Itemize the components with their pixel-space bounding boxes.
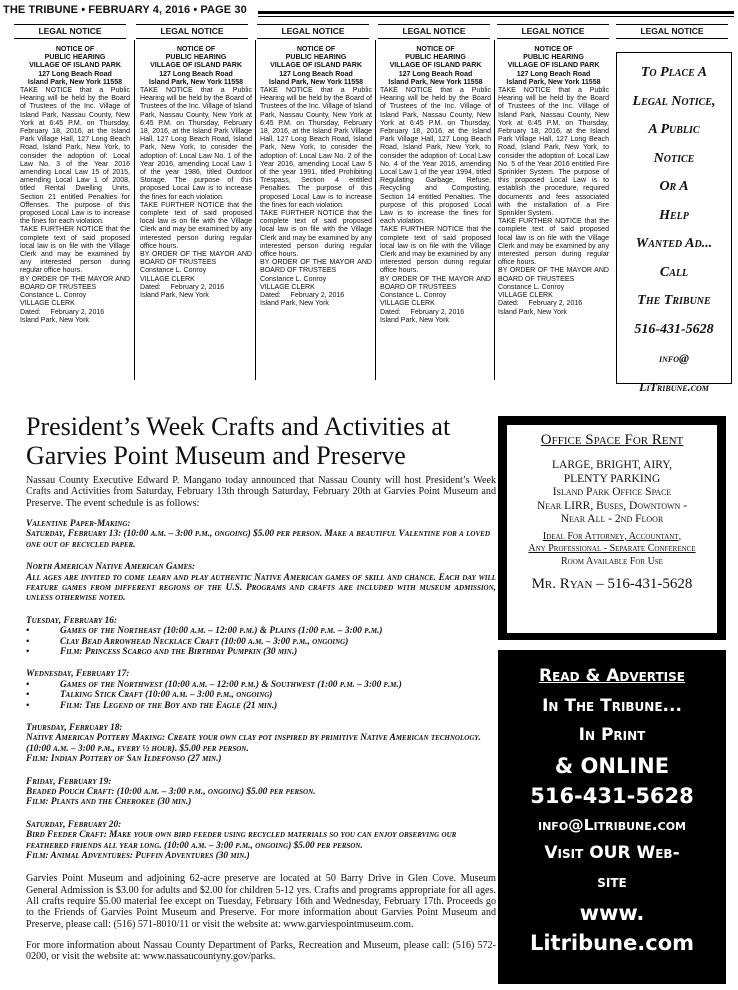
- notice-title-line: VILLAGE OF ISLAND PARK: [507, 62, 600, 70]
- legal-notice-label: LEGAL NOTICE: [136, 24, 248, 39]
- notice-clerk-name: Constance L. Conroy: [380, 292, 447, 300]
- office-space-ad: [498, 416, 726, 640]
- notice-further: TAKE FURTHER NOTICE that the complete text of said proposed local law is on file with the Village Clerk and may be examined by any interested person during regular office hours.: [20, 226, 130, 275]
- story-body: [26, 475, 496, 963]
- legal-notice-label: LEGAL NOTICE: [14, 24, 126, 39]
- tuesday-item: [26, 647, 496, 657]
- notice-title-line: NOTICE OF: [176, 46, 216, 53]
- notice-title-line: NOTICE OF: [296, 46, 336, 53]
- office-ad-line: Island Park Office Space: [552, 486, 672, 498]
- notice-body: TAKE NOTICE that a Public Hearing will be held by the Board of Trustees of the Inc. Village of Island Park, Nassau County, New York at 6:45 P.M. on Thursday, February 18, 2016, at the Island Park Village Hall, 127 Long Beach Road, Island Park, New York, to consider the adoption of: Local Law No. 4 of the Year 2016, amending Local Law 1 of the year 1994, titled Regulating Garbage, Refuse, Recycling and Composting, Section 14 entitled Penalties. The purpose of this proposed Local Law is to increase the fines for each violation.: [380, 87, 491, 226]
- story-headline: President’s Week Crafts and Activities at Garvies Point Museum and Preserve: [26, 412, 451, 470]
- tuesday-item: [26, 637, 496, 647]
- friday-heading: Friday, February 19:: [26, 776, 112, 787]
- thursday-film: Film: Indian Pottery of San Ildefonso (27 min.): [26, 754, 222, 765]
- notice-clerk-name: Constance L. Conroy: [20, 292, 87, 300]
- notice-title-line: VILLAGE OF ISLAND PARK: [29, 62, 121, 70]
- bullet-icon: •: [26, 626, 30, 637]
- header-rule-thin: [258, 16, 734, 17]
- read-ad-visit: site: [597, 872, 627, 892]
- office-ad-line: LARGE, BRIGHT, AIRY,: [551, 459, 672, 471]
- office-ad-line: Ideal For Attorney, Accountant,: [542, 530, 682, 542]
- read-ad-email: info@Litribune.com: [538, 815, 686, 834]
- bullet-icon: •: [26, 646, 30, 657]
- read-advertise-ad: [498, 650, 726, 984]
- notice-title-line: VILLAGE OF ISLAND PARK: [270, 62, 362, 70]
- notice-body: TAKE NOTICE that a Public Hearing will be held by the Board of Trustees of the Inc. Village of Island Park, Nassau County, New York at 6:45 P.M. on Thursday, February 18, 2016, at the Island Park Village Hall, 127 Long Beach Road, Island Park, New York, to consider the adoption of: Local Law No. 1 of the Year 2016, amending Local Law 1 of the year 1986, titled Outdoor Storage. The purpose of this proposed Local Law is to increase the fines for each violation.: [140, 87, 252, 201]
- notice-clerk-role: VILLAGE CLERK: [20, 300, 75, 308]
- read-ad-website: Litribune.com: [529, 930, 695, 955]
- notice-order: BY ORDER OF THE MAYOR AND BOARD OF TRUSTEES: [260, 259, 372, 275]
- notice-order: BY ORDER OF THE MAYOR AND BOARD OF TRUSTEES: [20, 275, 130, 291]
- notice-place: Island Park, New York: [20, 316, 89, 324]
- legal-notice-5: [498, 46, 609, 317]
- valentine-heading: Valentine Paper-Making:: [26, 518, 131, 529]
- header-rule: [258, 11, 734, 14]
- saturday-film: Film: Animal Adventures: Puffin Adventures (30 min.): [26, 851, 250, 862]
- read-ad-visit: Visit OUR Web-: [544, 842, 680, 863]
- notice-clerk-role: VILLAGE CLERK: [140, 275, 195, 283]
- notice-title-line: NOTICE OF: [534, 46, 573, 53]
- wednesday-item: [26, 701, 496, 711]
- notice-place: Island Park, New York: [498, 308, 567, 316]
- notice-title-line: PUBLIC HEARING: [523, 54, 584, 62]
- wednesday-item-text: Talking Stick Craft (10:00 a.m. – 3:00 p.m., ongoing): [60, 690, 273, 701]
- notice-title-line: Island Park, New York 11558: [388, 78, 483, 86]
- notice-title-line: 127 Long Beach Road: [279, 70, 353, 78]
- column-divider: [494, 40, 495, 380]
- notice-title-line: NOTICE OF: [416, 46, 455, 53]
- friday-film: Film: Plants and the Cherokee (30 min.): [26, 797, 192, 808]
- notice-further: TAKE FURTHER NOTICE that the complete text of said proposed local law is on file with the Village Clerk and may be examined by any interested person during regular office hours.: [380, 226, 491, 275]
- notice-date: Dated: February 2, 2016: [260, 292, 345, 300]
- promo-website: LiTribune.com: [639, 379, 709, 394]
- notice-date: Dated: February 2, 2016: [498, 300, 583, 308]
- notice-order: BY ORDER OF THE MAYOR AND BOARD OF TRUSTEES: [140, 251, 252, 267]
- legal-notice-label: LEGAL NOTICE: [257, 24, 369, 39]
- notice-place: Island Park, New York: [140, 292, 209, 300]
- saturday-details: Bird Feeder Craft: Make your own bird feeder using recycled materials so you can enjoy observing our feathered friends all year long. (10:00 a.m. – 3:00 p.m., ongoing) $5.00 per person.: [26, 830, 457, 851]
- notice-title-line: PUBLIC HEARING: [44, 54, 106, 62]
- wednesday-item-text: Games of the Northwest (10:00 a.m. – 12:00 p.m.) & Southwest (1:00 p.m. – 3:00 p.m.): [60, 679, 402, 690]
- tuesday-item: [26, 626, 496, 636]
- office-ad-line: Near All - 2nd Floor: [560, 513, 664, 525]
- tuesday-item-text: Games of the Northeast (10:00 a.m. – 12:00 p.m.) & Plains (1:00 p.m. – 3:00 p.m.): [60, 626, 383, 637]
- notice-title-line: PUBLIC HEARING: [285, 54, 347, 62]
- notice-clerk-role: VILLAGE CLERK: [380, 300, 435, 308]
- bullet-icon: •: [26, 690, 30, 701]
- wednesday-item: [26, 680, 496, 690]
- notice-title-line: 127 Long Beach Road: [516, 70, 591, 78]
- notice-title-line: Island Park, New York 11558: [506, 78, 601, 86]
- notice-title-line: PUBLIC HEARING: [405, 54, 466, 62]
- read-ad-line: In The Tribune...: [542, 695, 682, 716]
- notice-title-line: Island Park, New York 11558: [268, 78, 364, 86]
- promo-email: info@: [659, 351, 689, 365]
- office-ad-line: Near LIRR, Buses, Downtown -: [536, 499, 688, 512]
- notice-title-line: 127 Long Beach Road: [398, 70, 473, 78]
- notice-date: Dated: February 2, 2016: [20, 308, 105, 316]
- read-ad-line: Read & Advertise: [539, 666, 685, 686]
- bullet-icon: •: [26, 636, 30, 647]
- notice-title-line: 127 Long Beach Road: [38, 70, 112, 78]
- thursday-heading: Thursday, February 18:: [26, 722, 123, 733]
- notice-title-line: NOTICE OF: [55, 46, 95, 53]
- office-ad-line: Any Professional - Separate Conference: [528, 543, 696, 554]
- notice-further: TAKE FURTHER NOTICE that the complete text of said proposed local law is on file with the Village Clerk and may be examined by any interested person during regular office hours.: [260, 210, 372, 259]
- notice-body: TAKE NOTICE that a Public Hearing will be held by the Board of Trustees of the Inc. Village of Island Park, Nassau County, New York at 6:45 P.M. on Thursday, February 18, 2016, at the Island Park Village Hall, 127 Long Beach Road, Island Park, New York, to consider the adoption of: Local Law No. 5 of the Year 2016 entitled Fire Sprinkler System. The purpose of this proposed Local Law is to establish the procedure, required documents and fees associated with the installation of a Fire Sprinkler System.: [498, 87, 609, 218]
- notice-clerk-role: VILLAGE CLERK: [498, 292, 553, 300]
- promo-phone: 516-431-5628: [634, 321, 714, 337]
- read-ad-phone: 516-431-5628: [530, 783, 694, 808]
- notice-title-line: VILLAGE OF ISLAND PARK: [389, 62, 482, 70]
- notice-clerk-name: Constance L. Conroy: [140, 267, 207, 275]
- notice-title-line: PUBLIC HEARING: [165, 54, 227, 62]
- office-ad-title: Office Space For Rent: [540, 432, 684, 448]
- promo-line: The Tribune: [637, 293, 711, 308]
- legal-notice-2: [140, 46, 252, 300]
- legal-notice-1: [20, 46, 130, 325]
- office-space-ad-panel: [506, 424, 718, 634]
- notice-title-line: VILLAGE OF ISLAND PARK: [150, 62, 242, 70]
- office-ad-line: Room Available For Use: [561, 555, 663, 567]
- valentine-details: Saturday, February 13: (10:00 a.m. – 3:00 p.m., ongoing) $5.00 per person. Make a beautiful Valentine for a loved one out of recycled paper.: [26, 529, 490, 550]
- notice-body: TAKE NOTICE that a Public Hearing will be held by the Board of Trustees of the Inc. Village of Island Park, Nassau County, New York at 6:45 P.M. on Thursday, February 18, 2016, at the Island Park Village Hall, 127 Long Beach Road, Island Park, New York, to consider the adoption of: Local Law No. 3 of the Year 2016 amending Local Law 15 of 2015, amending Local Law 1 of 2008, titled Rental Dwelling Units, Section 21 entitled Penalties for Offenses. The purpose of this proposed Local Law is to increase the fines for each violation.: [20, 87, 130, 226]
- legal-notice-4: [380, 46, 491, 325]
- notice-place: Island Park, New York: [380, 316, 449, 324]
- legal-notice-label: LEGAL NOTICE: [497, 24, 609, 39]
- wednesday-item-text: Film: The Legend of the Boy and the Eagle (21 min.): [60, 700, 278, 711]
- notice-order: BY ORDER OF THE MAYOR AND BOARD OF TRUSTEES: [380, 275, 491, 291]
- promo-line: Wanted Ad...: [635, 236, 713, 251]
- tuesday-item-text: Film: Princess Scargo and the Birthday Pumpkin (30 min.): [60, 646, 298, 657]
- na-games-heading: North American Native American Games:: [26, 562, 196, 573]
- promo-line: A Public: [648, 122, 700, 137]
- notice-order: BY ORDER OF THE MAYOR AND BOARD OF TRUSTEES: [498, 267, 609, 283]
- saturday-heading: Saturday, February 20:: [26, 819, 122, 830]
- promo-line: Or A: [659, 179, 689, 194]
- bullet-icon: •: [26, 679, 30, 690]
- read-ad-line: & ONLINE: [554, 753, 670, 778]
- legal-notice-3: [260, 46, 372, 309]
- story-intro: Nassau County Executive Edward P. Mangano today announced that Nassau County will host President’s Week Crafts and Activities from Saturday, February 13th through Saturday, February 20th at Garvies Point Museum and Preserve. The event schedule is as follows:: [26, 475, 496, 509]
- wednesday-heading: Wednesday, February 17:: [26, 669, 130, 680]
- promo-line: Help: [659, 207, 689, 223]
- tuesday-heading: Tuesday, February 16:: [26, 615, 118, 626]
- notice-date: Dated: February 2, 2016: [140, 283, 225, 291]
- notice-further: TAKE FURTHER NOTICE that the complete text of said proposed local law is on file with the Village Clerk and may be examined by any interested person during regular office hours.: [498, 218, 609, 267]
- column-divider: [375, 40, 376, 380]
- promo-line: Notice: [653, 150, 695, 166]
- notice-further: TAKE FURTHER NOTICE that the complete text of said proposed local law is on file with the Village Clerk and may be examined by any interested person during regular office hours.: [140, 201, 252, 250]
- na-games-details: All ages are invited to come learn and play authentic Native American games of skill and chance. Each day will feature games from different regions of the U.S. Programs and crafts are included with museum admission, unless otherwise noted.: [26, 572, 496, 604]
- bullet-icon: •: [26, 700, 30, 711]
- promo-line: To Place A: [640, 65, 708, 80]
- notice-title-line: 127 Long Beach Road: [159, 70, 233, 78]
- office-ad-line: PLENTY PARKING: [563, 472, 661, 485]
- promo-line: Legal Notice,: [632, 93, 716, 109]
- place-legal-notice-ad: [616, 52, 732, 394]
- friday-details: Beaded Pouch Craft: (10:00 a.m. – 3:00 p.m., ongoing) $5.00 per person.: [26, 787, 316, 798]
- tuesday-item-text: Clay Bead Arrowhead Necklace Craft (10:00 a.m. – 3:00 p.m., ongoing): [60, 636, 349, 647]
- notice-body: TAKE NOTICE that a Public Hearing will be held by the Board of Trustees of the Inc. Village of Island Park, Nassau County, New York at 6:45 P.M. on Thursday, February 18, 2016, at the Island Park Village Hall, 127 Long Beach Road, Island Park, New York, to consider the adoption of: Local Law No. 2 of the Year 2016, amending Local Law 5 of the year 1991, titled Prohibiting Trespass, Section 4 entitled Penalties. The purpose of this proposed Local Law is to increase the fines for each violation.: [260, 87, 372, 209]
- legal-notice-label: LEGAL NOTICE: [616, 24, 728, 39]
- promo-line: Call: [659, 264, 689, 280]
- read-ad-line: In Print: [578, 725, 646, 745]
- story-closing-parks: For more information about Nassau County Department of Parks, Recreation and Museum, please call: (516) 572-0200, or visit the website at: www.nassaucountyny.gov/parks.: [26, 939, 496, 963]
- notice-place: Island Park, New York: [260, 300, 329, 308]
- column-divider: [255, 40, 256, 380]
- notice-clerk-name: Constance L. Conroy: [260, 275, 327, 283]
- read-ad-www: www.: [579, 900, 645, 925]
- masthead: THE TRIBUNE • FEBRUARY 4, 2016 • PAGE 30: [3, 4, 247, 16]
- notice-title-line: Island Park, New York 11558: [27, 78, 123, 86]
- notice-clerk-name: Constance L. Conroy: [498, 283, 565, 291]
- notice-clerk-role: VILLAGE CLERK: [260, 283, 315, 291]
- column-divider: [134, 40, 135, 380]
- notice-title-line: Island Park, New York 11558: [148, 78, 244, 86]
- office-ad-contact: Mr. Ryan – 516-431-5628: [531, 576, 693, 592]
- thursday-details: Native American Pottery Making: Create your own clay pot inspired by primitive Native American technology. (10:00 a.m. – 3:00 p.m., every ½ hour). $5.00 per person.: [26, 733, 481, 754]
- legal-notice-label: LEGAL NOTICE: [378, 24, 490, 39]
- wednesday-item: [26, 690, 496, 700]
- notice-date: Dated: February 2, 2016: [380, 308, 465, 316]
- story-closing-museum: Garvies Point Museum and adjoining 62-acre preserve are located at 50 Barry Drive in Glen Cove. Museum General Admission is $3.00 for adults and $2.00 for children 5-12 yrs. Crafts and programs appropriate for all ages. All crafts require $5.00 material fee except on Tuesday, February 16th and Wednesday, February 17th. Proceeds go to the Friends of Garvies Point Museum and Preserve. For more information about Garvies Point Museum and Preserve, please call: (516) 571-8010/11 or visit the website at: www.garviespointmuseum.com.: [26, 873, 496, 930]
